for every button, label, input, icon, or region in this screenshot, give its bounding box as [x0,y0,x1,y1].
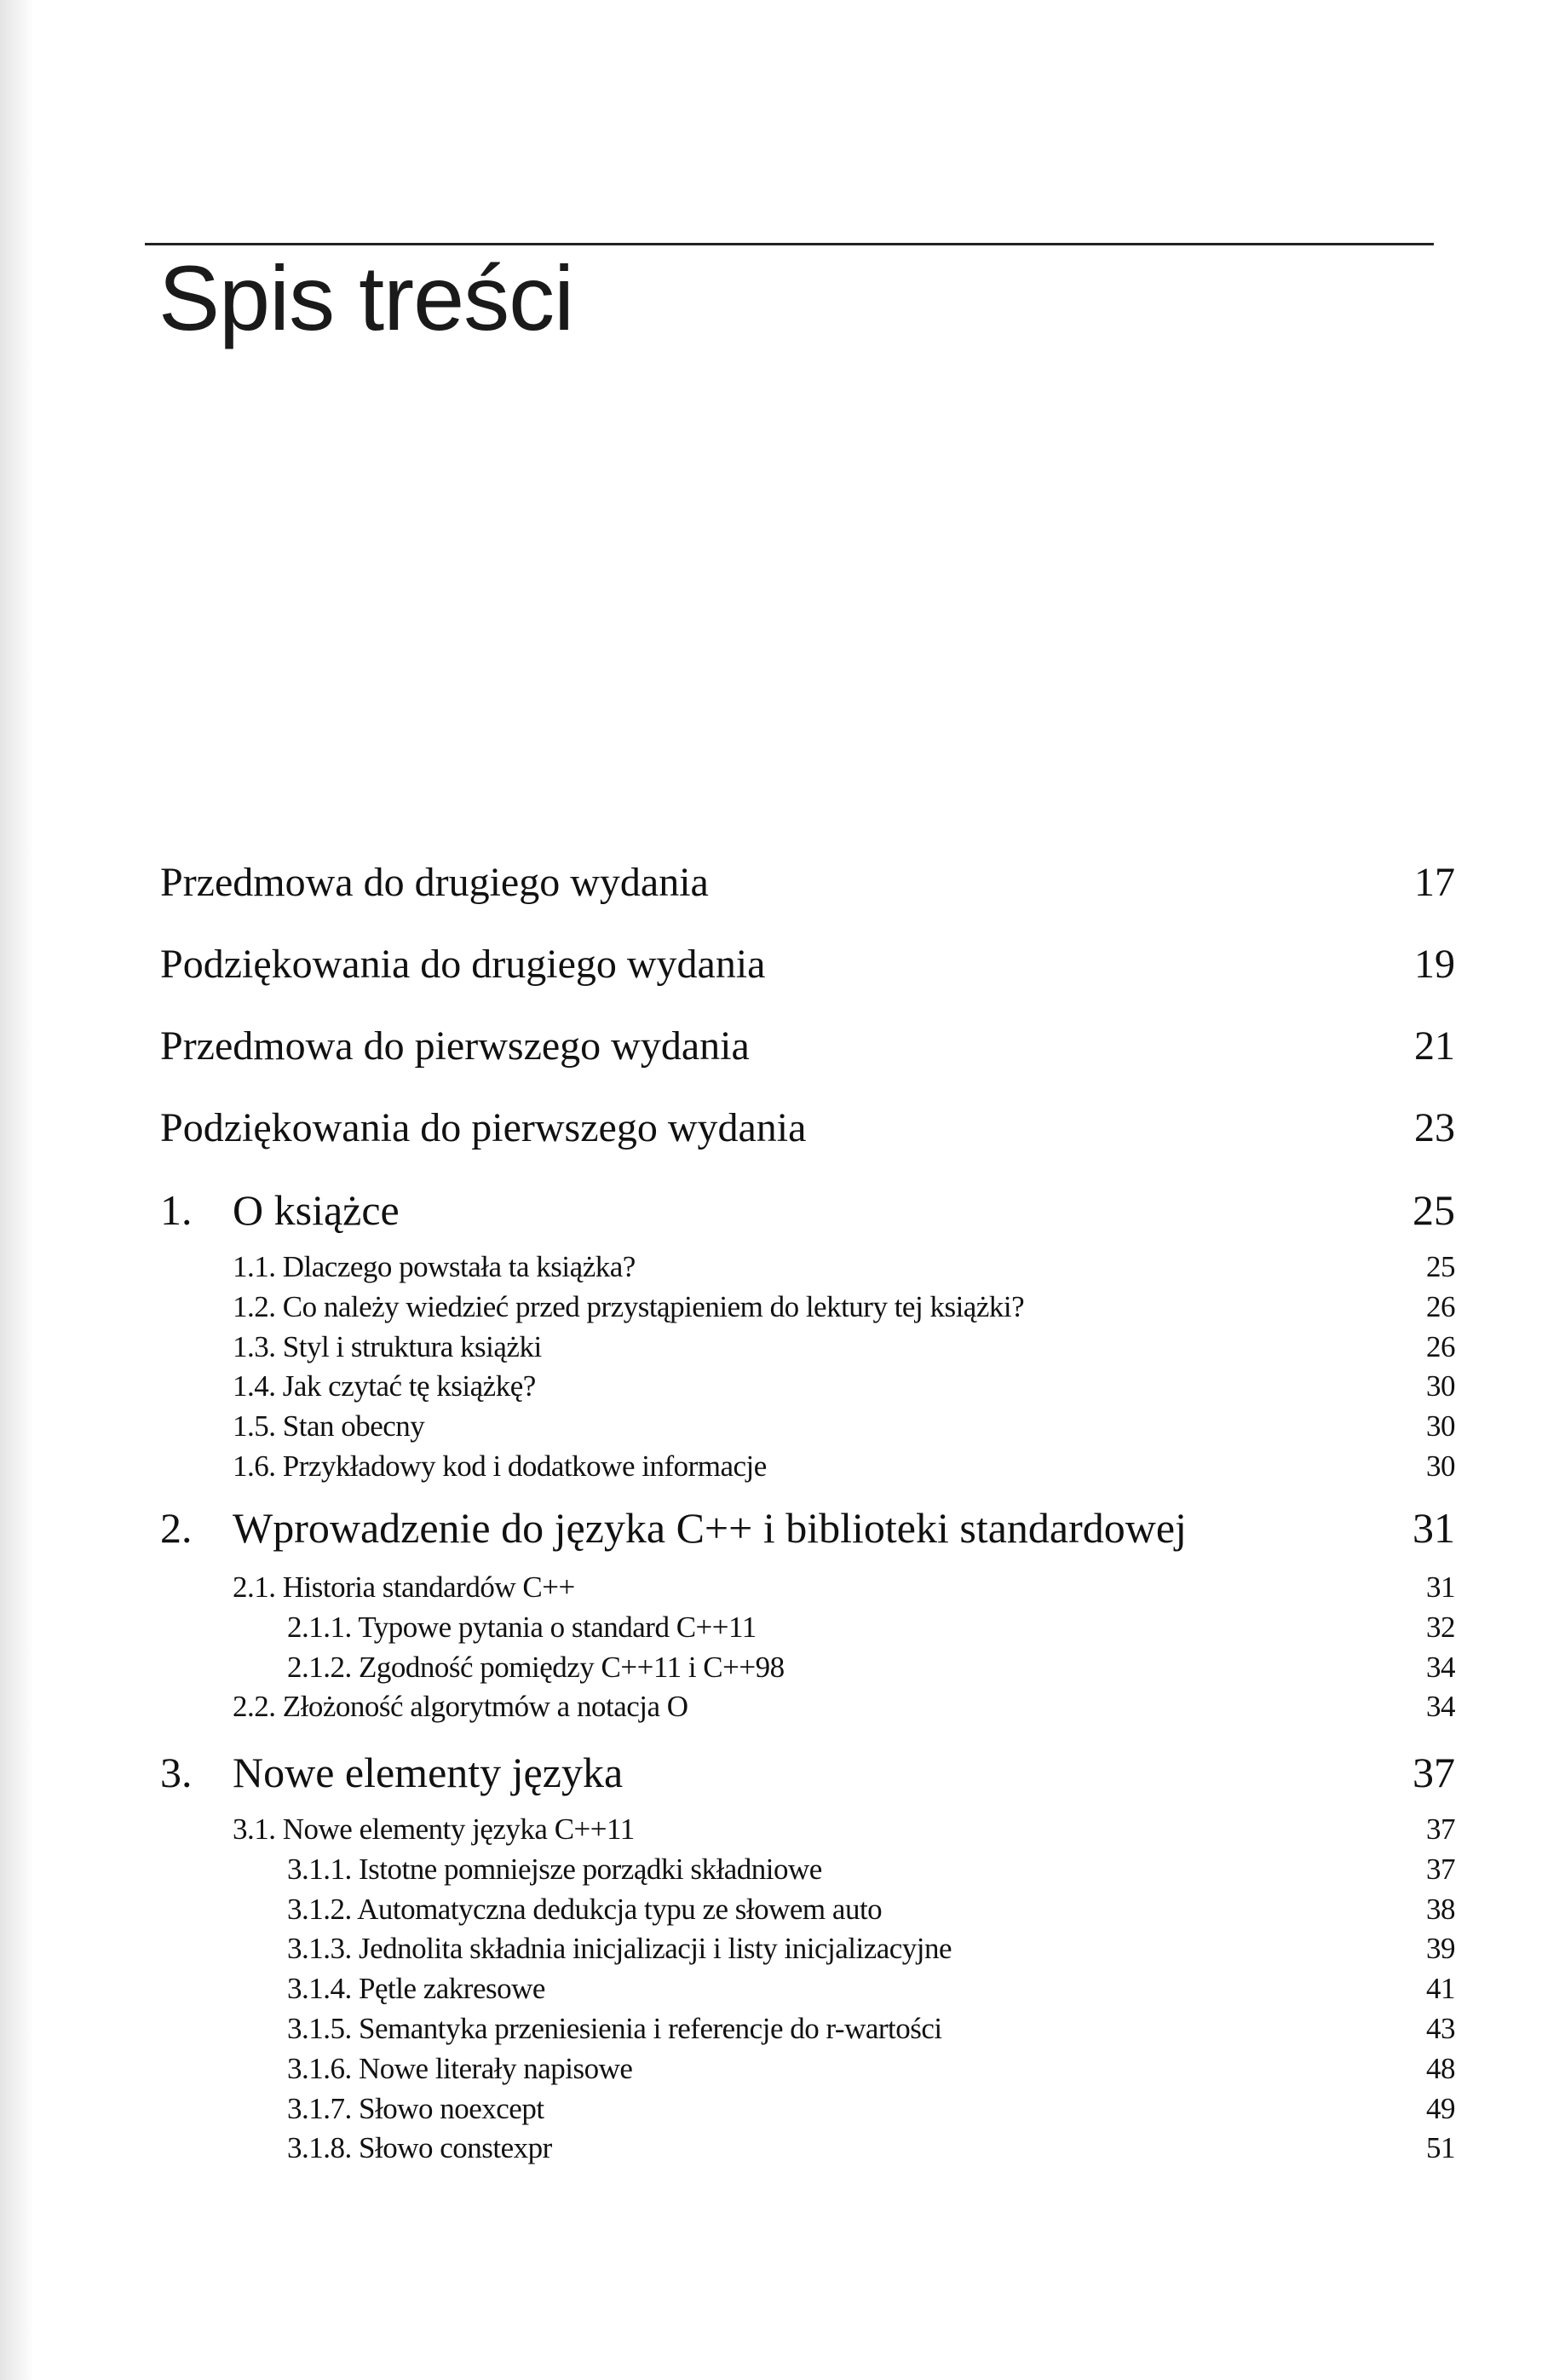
toc-entry-label: 3.1.4. Pętle zakresowe [287,1972,545,2006]
toc-entry-label: 1.1. Dlaczego powstała ta książka? [233,1250,636,1283]
toc-entry-label: 3.1. Nowe elementy języka C++11 [233,1812,635,1846]
toc-page-number: 43 [1426,2011,1455,2045]
toc-page-number: 48 [1426,2051,1455,2085]
toc-subentry[interactable] [160,2129,1455,2169]
chapter-title: Wprowadzenie do języka C++ i biblioteki standardowej [233,1504,1187,1552]
toc-entry[interactable] [160,862,1455,944]
chapter-1 [160,1186,1455,1487]
toc-entry-label: 1.3. Styl i struktura książki [233,1329,542,1363]
toc-entry[interactable] [160,1023,1455,1108]
toc-subentry[interactable] [160,1969,1455,2009]
toc-page-number: 37 [1426,1812,1455,1846]
toc-subentry[interactable] [160,1890,1455,1930]
chapter-title: O książce [233,1186,400,1234]
toc-entry[interactable] [160,1105,1455,1190]
toc-page-number: 37 [1413,1749,1455,1796]
toc-subentry[interactable] [160,1248,1455,1288]
toc-page-number: 26 [1426,1329,1455,1363]
toc-subentry[interactable] [160,1608,1455,1648]
toc-page-number: 38 [1426,1892,1455,1926]
toc-page-number: 41 [1426,1972,1455,2006]
toc-subentry[interactable] [160,1367,1455,1407]
chapter-title: Nowe elementy języka [233,1749,624,1796]
toc-entry-label: 1.5. Stan obecny [233,1409,425,1444]
chapter-heading[interactable] [160,1751,1455,1810]
toc-page-number: 31 [1413,1504,1455,1552]
toc-entry-label: 3.1.7. Słowo noexcept [287,2091,544,2125]
toc-page-number: 37 [1426,1852,1455,1886]
toc-page-number: 17 [1414,860,1455,905]
title-rule [145,243,1434,245]
toc-page-number: 51 [1426,2131,1455,2165]
toc-subentry[interactable] [160,1810,1455,1850]
toc-page-number: 30 [1426,1409,1455,1444]
toc-entry-label: 3.1.8. Słowo constexpr [287,2131,552,2165]
chapter-heading[interactable] [160,1504,1455,1568]
toc-entry-label: 3.1.6. Nowe literały napisowe [287,2051,633,2085]
toc-page-number: 25 [1426,1250,1455,1283]
chapter-2 [160,1504,1455,1727]
toc-entry-label: 2.1.1. Typowe pytania o standard C++11 [287,1610,757,1644]
toc-entry-label: Podziękowania do pierwszego wydania [160,1105,807,1150]
toc-subentry[interactable] [160,1568,1455,1608]
toc-page-number: 23 [1414,1105,1455,1150]
toc-page-number: 39 [1426,1932,1455,1966]
toc-entry-label: 2.1. Historia standardów C++ [233,1570,575,1604]
toc-page-number: 30 [1426,1449,1455,1483]
toc-subentry[interactable] [160,1407,1455,1447]
chapter-heading[interactable] [160,1186,1455,1248]
toc-subentry[interactable] [160,2089,1455,2129]
front-matter-list [160,862,1455,1190]
toc-subentry[interactable] [160,1288,1455,1328]
toc-page-number: 32 [1426,1610,1455,1644]
chapter-3 [160,1751,1455,2169]
toc-entry-label: Przedmowa do pierwszego wydania [160,1023,750,1069]
toc-entry-label: Podziękowania do drugiego wydania [160,942,766,987]
page-title: Spis treści [158,246,574,349]
toc-entry-label: 3.1.1. Istotne pomniejsze porządki składniowe [287,1852,822,1886]
toc-entry-label: Przedmowa do drugiego wydania [160,860,709,905]
toc-page-number: 19 [1414,942,1455,987]
toc-entry-label: 1.6. Przykładowy kod i dodatkowe informacje [233,1449,767,1483]
toc-page-number: 30 [1426,1369,1455,1403]
chapter-number: 3. [160,1749,193,1796]
toc-page-number: 34 [1426,1690,1455,1724]
toc-entry[interactable] [160,944,1455,1026]
toc-page-number: 31 [1426,1570,1455,1604]
toc-entry-label: 3.1.2. Automatyczna dedukcja typu ze słowem auto [287,1892,883,1926]
toc-page-number: 49 [1426,2091,1455,2125]
toc-entry-label: 3.1.3. Jednolita składnia inicjalizacji i listy inicjalizacyjne [287,1932,952,1966]
toc-page-number: 25 [1413,1186,1455,1234]
chapter-number: 2. [160,1504,193,1552]
scan-edge-shadow [0,0,34,2380]
chapter-number: 1. [160,1186,193,1234]
toc-page-number: 26 [1426,1289,1455,1323]
toc-subentry[interactable] [160,1447,1455,1487]
toc-subentry[interactable] [160,1648,1455,1688]
toc-entry-label: 1.2. Co należy wiedzieć przed przystąpieniem do lektury tej książki? [233,1289,1025,1323]
toc-entry-label: 2.2. Złożoność algorytmów a notacja O [233,1690,688,1724]
toc-subentry[interactable] [160,1328,1455,1368]
toc-subentry[interactable] [160,1850,1455,1890]
toc-entry-label: 1.4. Jak czytać tę książkę? [233,1369,536,1403]
toc-page-number: 21 [1414,1023,1455,1069]
toc-subentry[interactable] [160,2049,1455,2089]
toc-page-number: 34 [1426,1650,1455,1684]
toc-subentry[interactable] [160,1687,1455,1727]
toc-entry-label: 2.1.2. Zgodność pomiędzy C++11 i C++98 [287,1650,785,1684]
toc-subentry[interactable] [160,2009,1455,2049]
toc-entry-label: 3.1.5. Semantyka przeniesienia i referencje do r-wartości [287,2011,942,2045]
toc-subentry[interactable] [160,1929,1455,1969]
